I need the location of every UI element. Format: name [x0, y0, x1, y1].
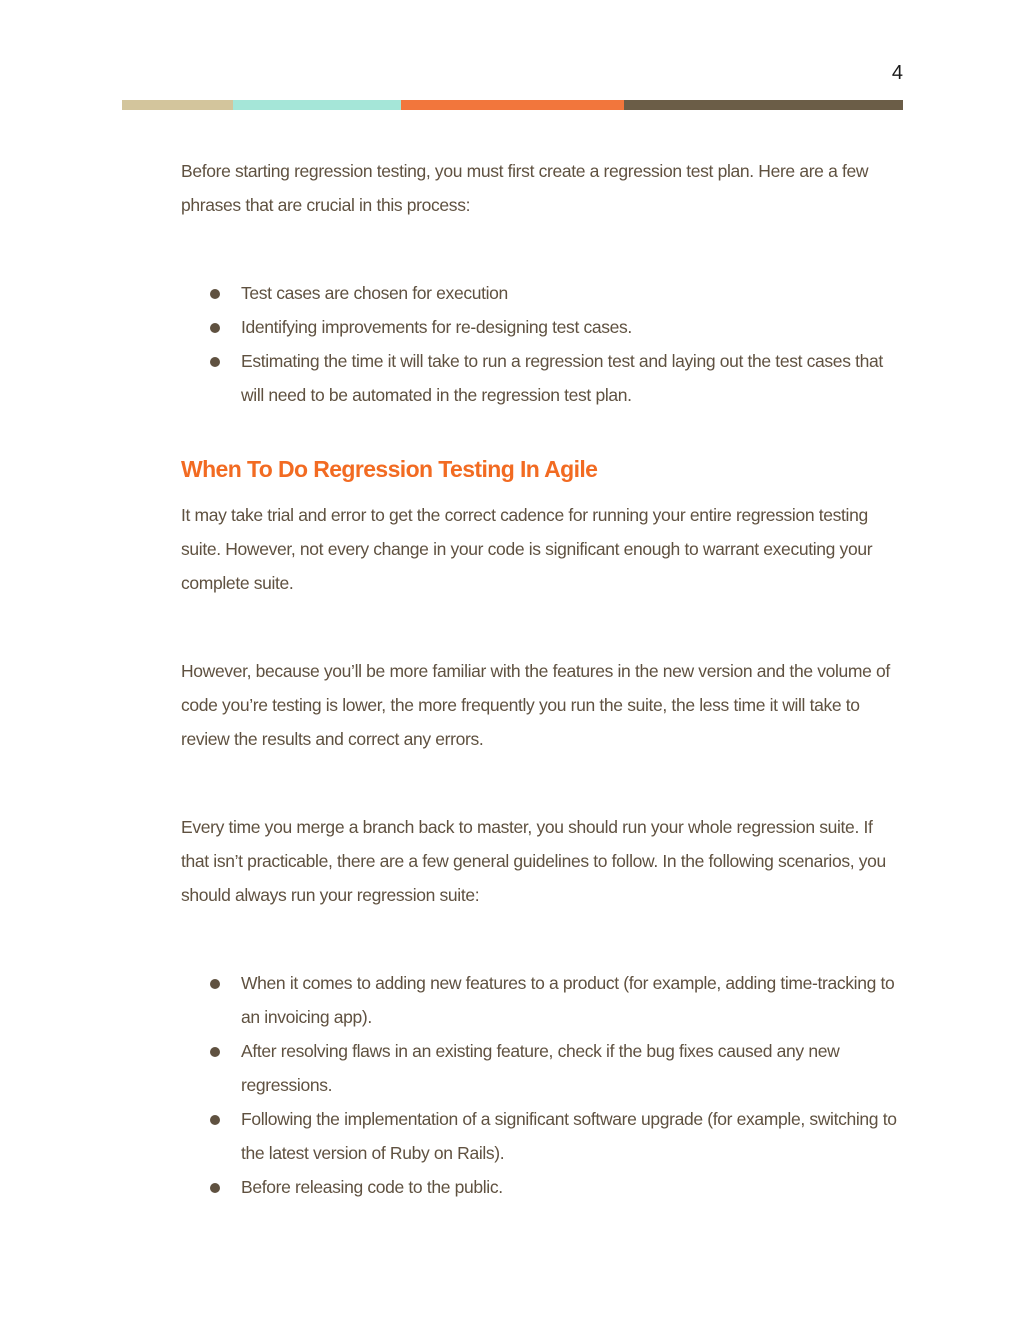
list-item — [241, 1102, 901, 1170]
section-heading: When To Do Regression Testing In Agile — [181, 456, 598, 482]
spacer — [181, 600, 901, 654]
bullet-icon — [210, 979, 220, 989]
page-number: 4 — [891, 62, 903, 84]
color-bar-segment-brown — [624, 100, 903, 110]
list-item — [241, 1170, 901, 1204]
spacer — [181, 222, 901, 276]
intro-paragraph: Before starting regression testing, you must first create a regression test plan. Here are a few phrases that are crucial in this process: — [181, 161, 869, 215]
list-item — [241, 276, 901, 310]
list-item-text: Estimating the time it will take to run a regression test and laying out the test cases that will need to be automated in the regression test plan. — [241, 351, 883, 405]
section-paragraph: Every time you merge a branch back to master, you should run your whole regression suite. If that isn’t practicable, there are a few general guidelines to follow. In the following scenarios, you should always run your regression suite: — [181, 817, 886, 905]
spacer — [181, 912, 901, 966]
bullet-icon — [210, 323, 220, 333]
color-bar-segment-tan — [122, 100, 233, 110]
list-item-text: Following the implementation of a significant software upgrade (for example, switching to the latest version of Ruby on Rails). — [241, 1109, 897, 1163]
spacer — [181, 756, 901, 810]
list-item-text: Test cases are chosen for execution — [241, 283, 508, 303]
header-color-bar — [122, 100, 903, 110]
list-item — [241, 344, 901, 412]
bullet-icon — [210, 1115, 220, 1125]
color-bar-segment-orange — [401, 100, 624, 110]
plan-bullet-list — [181, 276, 901, 412]
list-item-text: After resolving flaws in an existing feature, check if the bug fixes caused any new regressions. — [241, 1041, 840, 1095]
bullet-icon — [210, 357, 220, 367]
bullet-icon — [210, 1047, 220, 1057]
list-item — [241, 966, 901, 1034]
list-item-text: Before releasing code to the public. — [241, 1177, 503, 1197]
list-item — [241, 310, 901, 344]
list-item-text: When it comes to adding new features to a product (for example, adding time-tracking to an invoicing app). — [241, 973, 895, 1027]
list-item-text: Identifying improvements for re-designing test cases. — [241, 317, 632, 337]
bullet-icon — [210, 289, 220, 299]
bullet-icon — [210, 1183, 220, 1193]
section-paragraph: However, because you’ll be more familiar with the features in the new version and the volume of code you’re testing is lower, the more frequently you run the suite, the less time it will take to review the results and correct any errors. — [181, 661, 890, 749]
scenario-bullet-list — [181, 966, 901, 1204]
list-item — [241, 1034, 901, 1102]
section-paragraph: It may take trial and error to get the correct cadence for running your entire regression testing suite. However, not every change in your code is significant enough to warrant executing your complete suite. — [181, 505, 873, 593]
color-bar-segment-aqua — [233, 100, 401, 110]
document-body — [181, 154, 901, 1204]
